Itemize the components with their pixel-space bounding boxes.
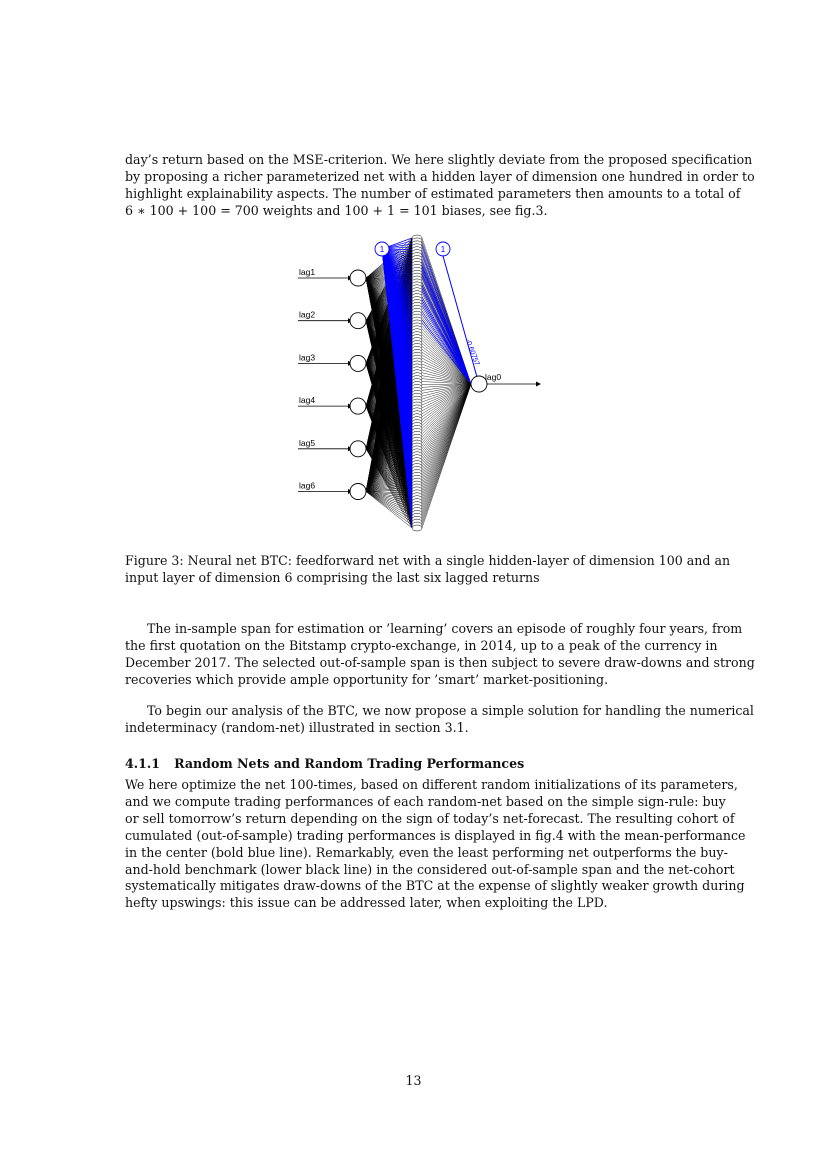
input-label: lag5 (299, 437, 316, 448)
input-label: lag6 (299, 480, 316, 491)
text-line: highlight explainability aspects. The number of estimated parameters then amounts to a total of (125, 185, 741, 201)
output-layer (471, 372, 541, 392)
text-line: the first quotation on the Bitstamp crypto-exchange, in 2014, up to a peak of the currency in (125, 637, 718, 653)
neural-net-figure (290, 232, 550, 542)
figure-caption (125, 553, 731, 587)
text-line: systematically mitigates draw-downs of the BTC at the expense of slightly weaker growth during (125, 878, 745, 894)
section-number: 4.1.1 (125, 756, 161, 771)
input-layer (298, 267, 366, 500)
text-line: or sell tomorrow’s return depending on the sign of today’s net-forecast. The resulting cohort of (125, 810, 735, 826)
text-line: hefty upswings: this issue can be addressed later, when exploiting the LPD. (125, 895, 608, 911)
neural-net-diagram (290, 232, 550, 542)
input-label: lag2 (299, 309, 316, 320)
bias-label: 1 (440, 245, 446, 254)
text-line: day’s return based on the MSE-criterion. We here slightly deviate from the proposed specification (125, 152, 753, 167)
input-label: lag3 (299, 352, 316, 363)
paragraph-analysis (125, 703, 754, 737)
text-line: indeterminacy (random-net) illustrated in section 3.1. (125, 719, 469, 735)
text-line: recoveries which provide ample opportunity for ’smart’ market-positioning. (125, 671, 609, 687)
text-line: and we compute trading performances of each random-net based on the simple sign-rule: buy (125, 793, 726, 809)
text-line: by proposing a richer parameterized net with a hidden layer of dimension one hundred in order to (125, 168, 755, 184)
hidden-layer-nodes (412, 235, 422, 531)
text-line: in the center (bold blue line). Remarkably, even the least performing net outperforms the buy- (125, 844, 728, 860)
text-line: December 2017. The selected out-of-sample span is then subject to severe draw-downs and strong (125, 654, 755, 670)
input-label: lag4 (299, 395, 316, 406)
text-line: 6 ∗ 100 + 100 = 700 weights and 100 + 1 = 101 biases, see fig.3. (125, 202, 548, 218)
text-line: and-hold benchmark (lower black line) in the considered out-of-sample span and the net-cohort (125, 861, 735, 877)
text-line: cumulated (out-of-sample) trading performances is displayed in fig.4 with the mean-performance (125, 827, 746, 843)
text-line: To begin our analysis of the BTC, we now propose a simple solution for handling the numerical (147, 703, 754, 718)
paragraph-in-sample (125, 621, 755, 689)
weight-label: -0.60757 (464, 338, 481, 367)
page-number: 13 (405, 1073, 422, 1088)
caption-line: Figure 3: Neural net BTC: feedforward net with a single hidden-layer of dimension 100 and an (125, 553, 731, 568)
paragraph-random-nets (125, 777, 746, 912)
bias-label: 1 (379, 245, 385, 254)
output-label: lag0 (485, 372, 502, 382)
text-line: We here optimize the net 100-times, based on different random initializations of its parameters, (125, 777, 738, 792)
text-line: The in-sample span for estimation or ’learning’ covers an episode of roughly four years, from (147, 621, 743, 636)
section-title: Random Nets and Random Trading Performances (174, 756, 525, 771)
paragraph-intro (125, 152, 755, 220)
caption-line: input layer of dimension 6 comprising the last six lagged returns (125, 569, 540, 585)
section-heading (125, 756, 524, 771)
input-label: lag1 (299, 267, 316, 277)
